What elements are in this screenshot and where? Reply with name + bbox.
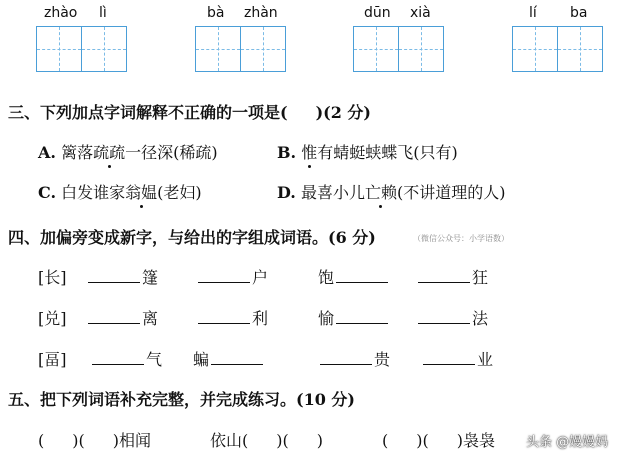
fill-blank[interactable] [336,309,388,324]
option-letter: C. [38,183,57,202]
pinyin-3b: xià [410,5,431,21]
option-letter: A. [38,143,56,162]
option-letter: B. [277,143,297,162]
fill-blank[interactable] [336,268,388,283]
row2-word1: 离 [142,309,159,328]
row2-base: [兑] [38,309,67,328]
fill-blank[interactable] [198,268,250,283]
row1-word3: 饱 [318,268,335,287]
row3-word4: 业 [477,350,494,369]
pinyin-1b: lì [99,5,107,21]
grid-cell[interactable] [353,26,399,72]
fill-blank[interactable] [198,309,250,324]
writing-grid-3[interactable] [353,26,443,72]
row1-word1: 篷 [142,268,159,287]
fill-blank[interactable] [211,350,263,365]
pinyin-2a: bà [207,5,225,21]
fill-blank[interactable] [92,350,144,365]
option-c[interactable] [38,180,202,203]
grid-cell[interactable] [81,26,127,72]
section5-title: 五、把下列词语补充完整，并完成练习。(10 分) [8,390,355,409]
row2-word3: 愉 [318,309,335,328]
grid-cell[interactable] [512,26,558,72]
pinyin-4a: lí [529,5,537,21]
dotted-word: 惟 [301,140,317,163]
idiom-1-text: )相闻 [112,431,151,450]
idiom-3: ( )( )袅袅 [382,431,495,450]
grid-cell[interactable] [398,26,444,72]
source-note: （微信公众号：小学语数） [413,234,509,243]
section4-title-text: 四、加偏旁变成新字，与给出的字组成词语。(6 分) [8,228,376,247]
option-text-post: (不讲道理的人) [397,183,506,202]
fill-blank[interactable] [88,268,140,283]
dotted-word: 疏疏 [93,140,125,163]
idiom-2: 依山( )( ) [210,431,323,450]
pinyin-4b: ba [570,5,588,21]
option-d[interactable] [277,180,506,203]
dotted-word: 翁媪 [125,180,157,203]
section3-title-end: )(2 分) [315,103,371,122]
option-text-post: 一径深(稀疏) [125,143,218,162]
writing-grid-4[interactable] [512,26,602,72]
writing-grid-2[interactable] [195,26,285,72]
section3-title [8,100,371,123]
row3-base: [畐] [38,350,67,369]
option-text-pre: 篱落 [61,143,94,162]
idiom-1: ( )( )相闻 [38,431,151,450]
section3-title-text: 三、下列加点字词解释不正确的一项是( [8,103,288,122]
fill-blank[interactable] [418,309,470,324]
row2-word4: 法 [472,309,489,328]
fill-blank[interactable] [88,309,140,324]
option-letter: D. [277,183,296,202]
row1-word2: 户 [252,268,269,287]
dotted-word: 亡赖 [365,180,397,203]
pinyin-3a: dūn [364,5,391,21]
option-text-pre: 白发谁家 [61,183,126,202]
grid-cell[interactable] [36,26,82,72]
row3-word1: 气 [146,350,163,369]
option-b[interactable] [277,140,458,163]
writing-grid-1[interactable] [36,26,126,72]
option-a[interactable] [38,140,218,163]
fill-blank[interactable] [423,350,475,365]
fill-blank[interactable] [320,350,372,365]
row3-word3: 贵 [374,350,391,369]
watermark: 头条 @嫚嫚妈 [526,435,609,450]
option-text-post: 有蜻蜓蛱蝶飞(只有) [317,143,458,162]
row1-word4: 狂 [472,268,489,287]
option-text-post: (老妇) [157,183,202,202]
row2-word2: 利 [252,309,269,328]
grid-cell[interactable] [557,26,603,72]
grid-cell[interactable] [195,26,241,72]
option-text-pre: 最喜小儿 [300,183,365,202]
section4-title [8,225,376,248]
fill-blank[interactable] [418,268,470,283]
pinyin-2b: zhàn [244,5,278,21]
grid-cell[interactable] [240,26,286,72]
idiom-2-text: 依山( [210,431,249,450]
idiom-3-text: )袅袅 [456,431,495,450]
row1-base: [长] [38,268,67,287]
pinyin-1a: zhào [44,5,78,21]
row3-word2: 蝙 [193,350,210,369]
